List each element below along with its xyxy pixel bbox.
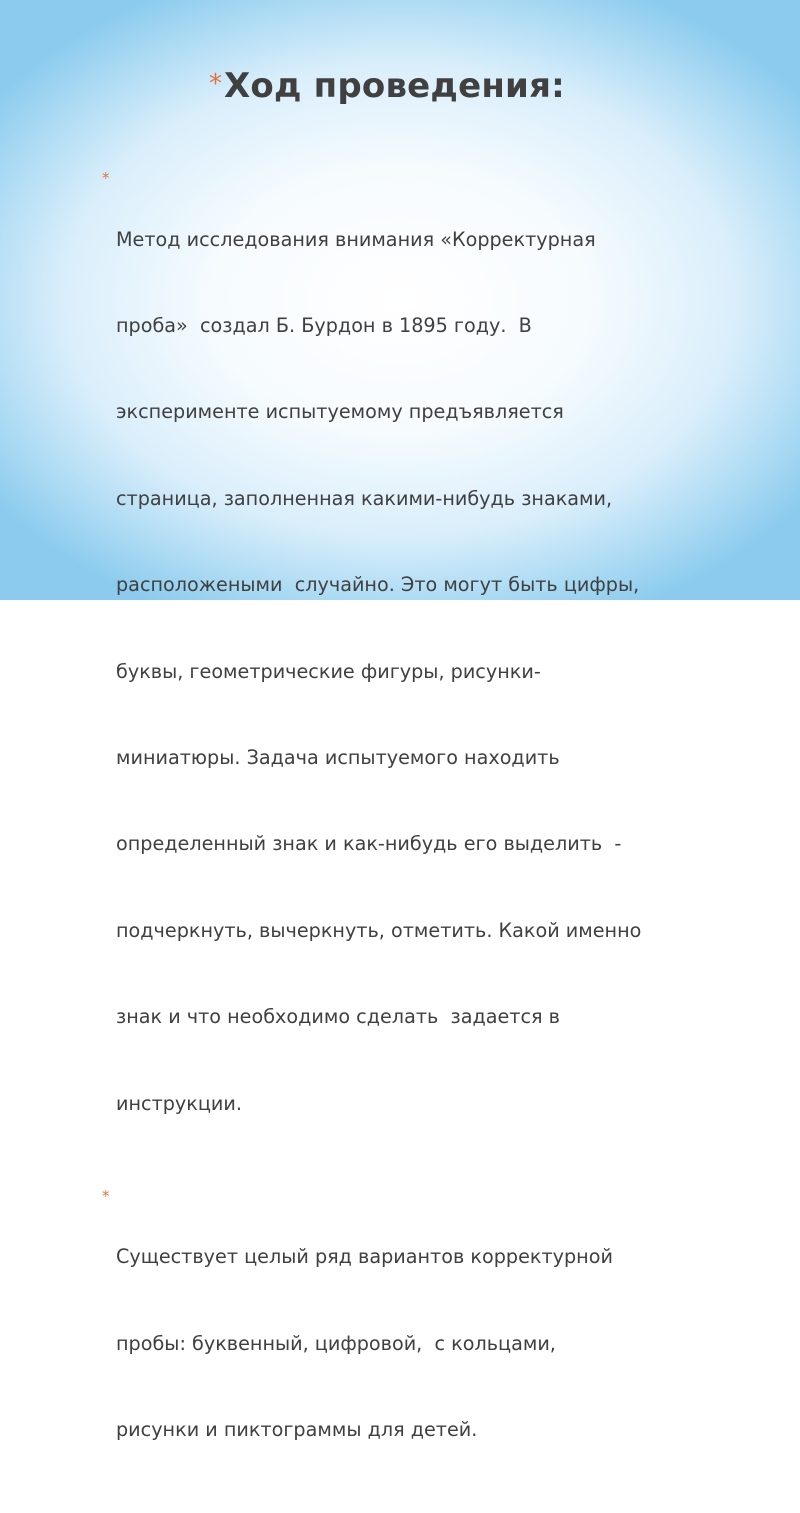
text-line: рисунки и пиктограммы для детей. <box>116 1418 478 1442</box>
text-line: буквы, геометрические фигуры, рисунки- <box>116 659 541 683</box>
text-line: Метод исследования внимания «Корректурная <box>116 227 596 251</box>
asterisk-bullet-icon: * <box>102 1186 110 1205</box>
text-line: эксперименте испытуемому предъявляется <box>116 400 564 424</box>
text-line: страница, заполненная какими-нибудь знаками, <box>116 486 613 510</box>
slide-body <box>102 168 742 1513</box>
paragraph-variants <box>102 1186 742 1503</box>
text-line: подчеркнуть, вычеркнуть, отметить. Какой именно <box>116 918 642 942</box>
text-line: проба» создал Б. Бурдон в 1895 году. В <box>116 313 532 337</box>
text-line: определенный знак и как-нибудь его выделить - <box>116 832 622 856</box>
asterisk-bullet-icon: * <box>209 69 222 99</box>
text-line: Существует целый ряд вариантов корректурной <box>116 1245 613 1269</box>
paragraph-text <box>116 1186 742 1503</box>
asterisk-bullet-icon: * <box>102 169 110 187</box>
text-line: инструкции. <box>116 1091 242 1115</box>
text-line: знак и что необходимо сделать задается в <box>116 1005 560 1029</box>
text-line: расположеными случайно. Это могут быть цифры, <box>116 573 640 597</box>
text-line: миниатюры. Задача испытуемого находить <box>116 745 560 769</box>
paragraph-text <box>116 168 742 1176</box>
paragraph-method <box>102 168 742 1176</box>
slide-title: Ход проведения: <box>224 66 565 106</box>
text-line: пробы: буквенный, цифровой, с кольцами, <box>116 1331 556 1355</box>
slide-title-row <box>209 62 565 122</box>
